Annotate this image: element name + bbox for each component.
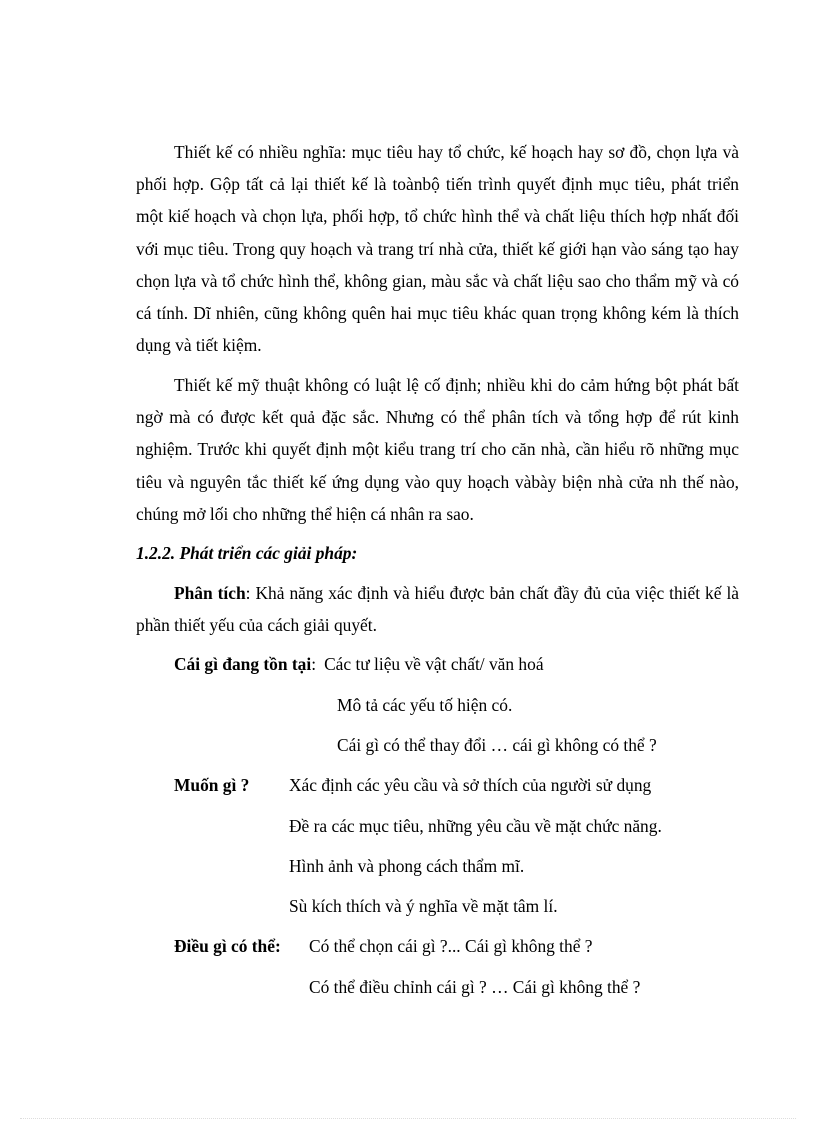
analysis-text: : Khả năng xác định và hiểu được bản chất đầy đủ của việc thiết kế là phần thiết yếu của cách giải quyết. <box>136 583 739 636</box>
want-item: Xác định các yêu cầu và sở thích của người sử dụng <box>289 775 652 795</box>
existing-colon: : <box>311 654 317 674</box>
paragraph-design-rules: Thiết kế mỹ thuật không có luật lệ cố định; nhiều khi do cảm hứng bột phát bất ngờ mà có được kết quả đặc sắc. Nhưng có thể phân tích và tổng hợp để rút kinh nghiệm. Trước khi quyết định một kiểu trang trí cho căn nhà, cần hiểu rõ những mục tiêu và nguyên tắc thiết kế ứng dụng vào quy hoạch vàbày biện nhà cửa nh thế nào, chúng mở lối cho những thể hiện cá nhân ra sao. <box>136 375 739 524</box>
possible-label: Điều gì có thể: <box>174 936 281 956</box>
existing-row <box>174 654 544 675</box>
want-item: Đề ra các mục tiêu, những yêu cầu về mặt chức năng. <box>289 816 662 836</box>
page-bottom-rule <box>20 1118 796 1119</box>
paragraph-analysis <box>136 577 739 641</box>
existing-item: Cái gì có thể thay đổi … cái gì không có thể ? <box>337 735 657 755</box>
analysis-term: Phân tích <box>174 583 246 603</box>
existing-item: Mô tả các yếu tố hiện có. <box>337 695 513 715</box>
want-label: Muốn gì ? <box>174 775 250 795</box>
possible-item: Có thể chọn cái gì ?... Cái gì không thể ? <box>309 936 593 956</box>
section-heading: 1.2.2. Phát triển các giải pháp: <box>136 543 358 563</box>
want-item: Sù kích thích và ý nghĩa về mặt tâm lí. <box>289 896 558 916</box>
existing-label: Cái gì đang tồn tại <box>174 654 312 674</box>
paragraph-design-meaning: Thiết kế có nhiều nghĩa: mục tiêu hay tổ chức, kế hoạch hay sơ đồ, chọn lựa và phối hợp. Gộp tất cả lại thiết kế là toànbộ tiến trình quyết định mục tiêu, phát triển một kiế hoạch và chọn lựa, phối hợp, tổ chức hình thể và chất liệu thích hợp nhất đối với mục tiêu. Trong quy hoạch và trang trí nhà cửa, thiết kế giới hạn vào sáng tạo hay chọn lựa và tổ chức hình thể, không gian, màu sắc và chất liệu sao cho thẩm mỹ và có cá tính. Dĩ nhiên, cũng không quên hai mục tiêu khác quan trọng không kém là thích dụng và tiết kiệm. <box>136 142 739 356</box>
existing-item: Các tư liệu về vật chất/ văn hoá <box>324 654 544 674</box>
possible-item: Có thể điều chỉnh cái gì ? … Cái gì không thể ? <box>309 977 641 997</box>
want-item: Hình ảnh và phong cách thẩm mĩ. <box>289 856 525 876</box>
